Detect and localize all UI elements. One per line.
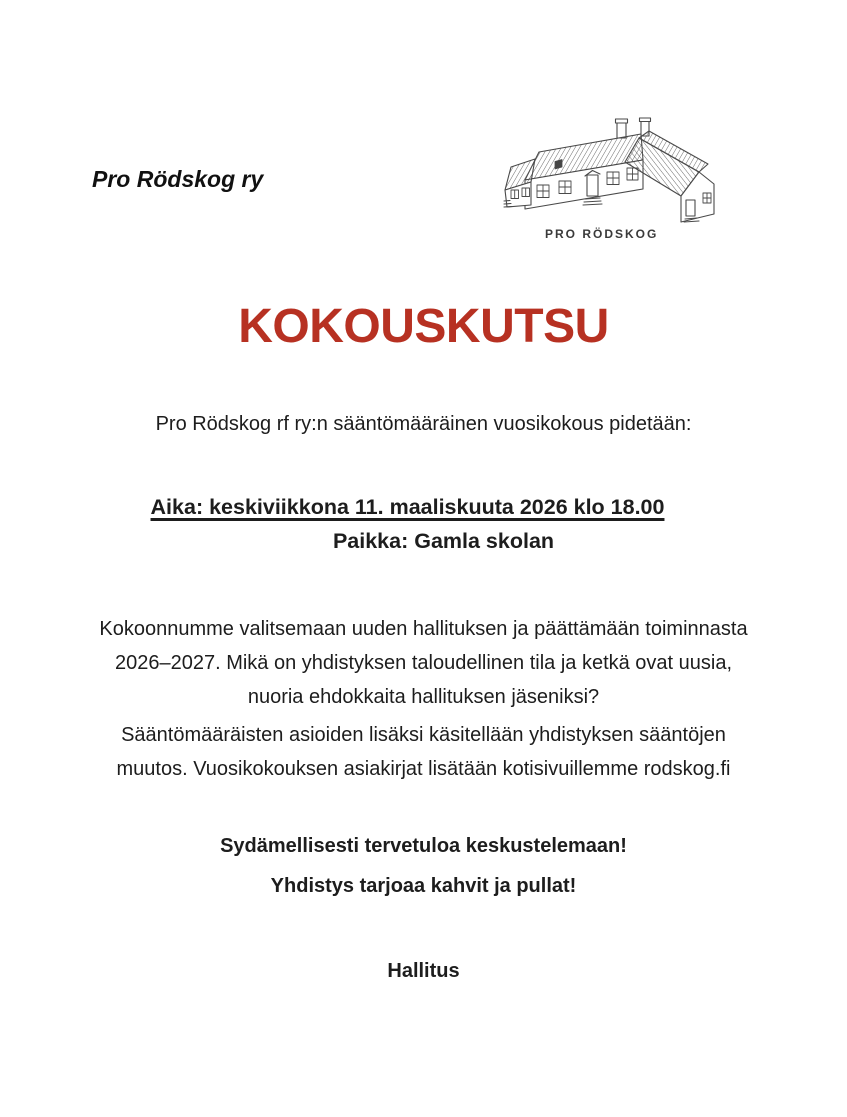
paragraph-line: nuoria ehdokkaita hallituksen jäseniksi? — [247, 686, 600, 708]
meeting-place-line: Paikka: Gamla skolan — [332, 529, 555, 553]
body-paragraph-1 — [40, 612, 807, 714]
building-drawing-icon — [503, 112, 748, 247]
paragraph-line: Sääntömääräisten asioiden lisäksi käsitellään yhdistyksen sääntöjen — [121, 724, 726, 746]
paragraph-line: Kokoonnumme valitsemaan uuden hallituksen ja päättämään toiminnasta — [99, 618, 748, 640]
logo — [503, 112, 748, 247]
document-title: KOKOUSKUTSU — [238, 300, 609, 353]
paragraph-line: muutos. Vuosikokouksen asiakirjat lisätään kotisivuillemme rodskog.fi — [116, 758, 731, 780]
meeting-time-line — [0, 491, 831, 523]
meeting-time-text: Aika: keskiviikkona 11. maaliskuuta 2026 klo 18.00 — [150, 495, 665, 519]
welcome-line: Sydämellisesti tervetuloa keskustelemaan! — [220, 835, 627, 857]
org-name: Pro Rödskog ry — [92, 166, 264, 192]
logo-caption: PRO RÖDSKOG — [545, 227, 659, 241]
paragraph-line: 2026–2027. Mikä on yhdistyksen taloudellinen tila ja ketkä ovat uusia, — [114, 652, 733, 674]
signature: Hallitus — [387, 960, 460, 982]
treats-line: Yhdistys tarjoaa kahvit ja pullat! — [270, 875, 577, 897]
intro-line: Pro Rödskog rf ry:n sääntömääräinen vuosikokous pidetään: — [155, 413, 692, 435]
body-paragraph-2 — [40, 718, 807, 786]
